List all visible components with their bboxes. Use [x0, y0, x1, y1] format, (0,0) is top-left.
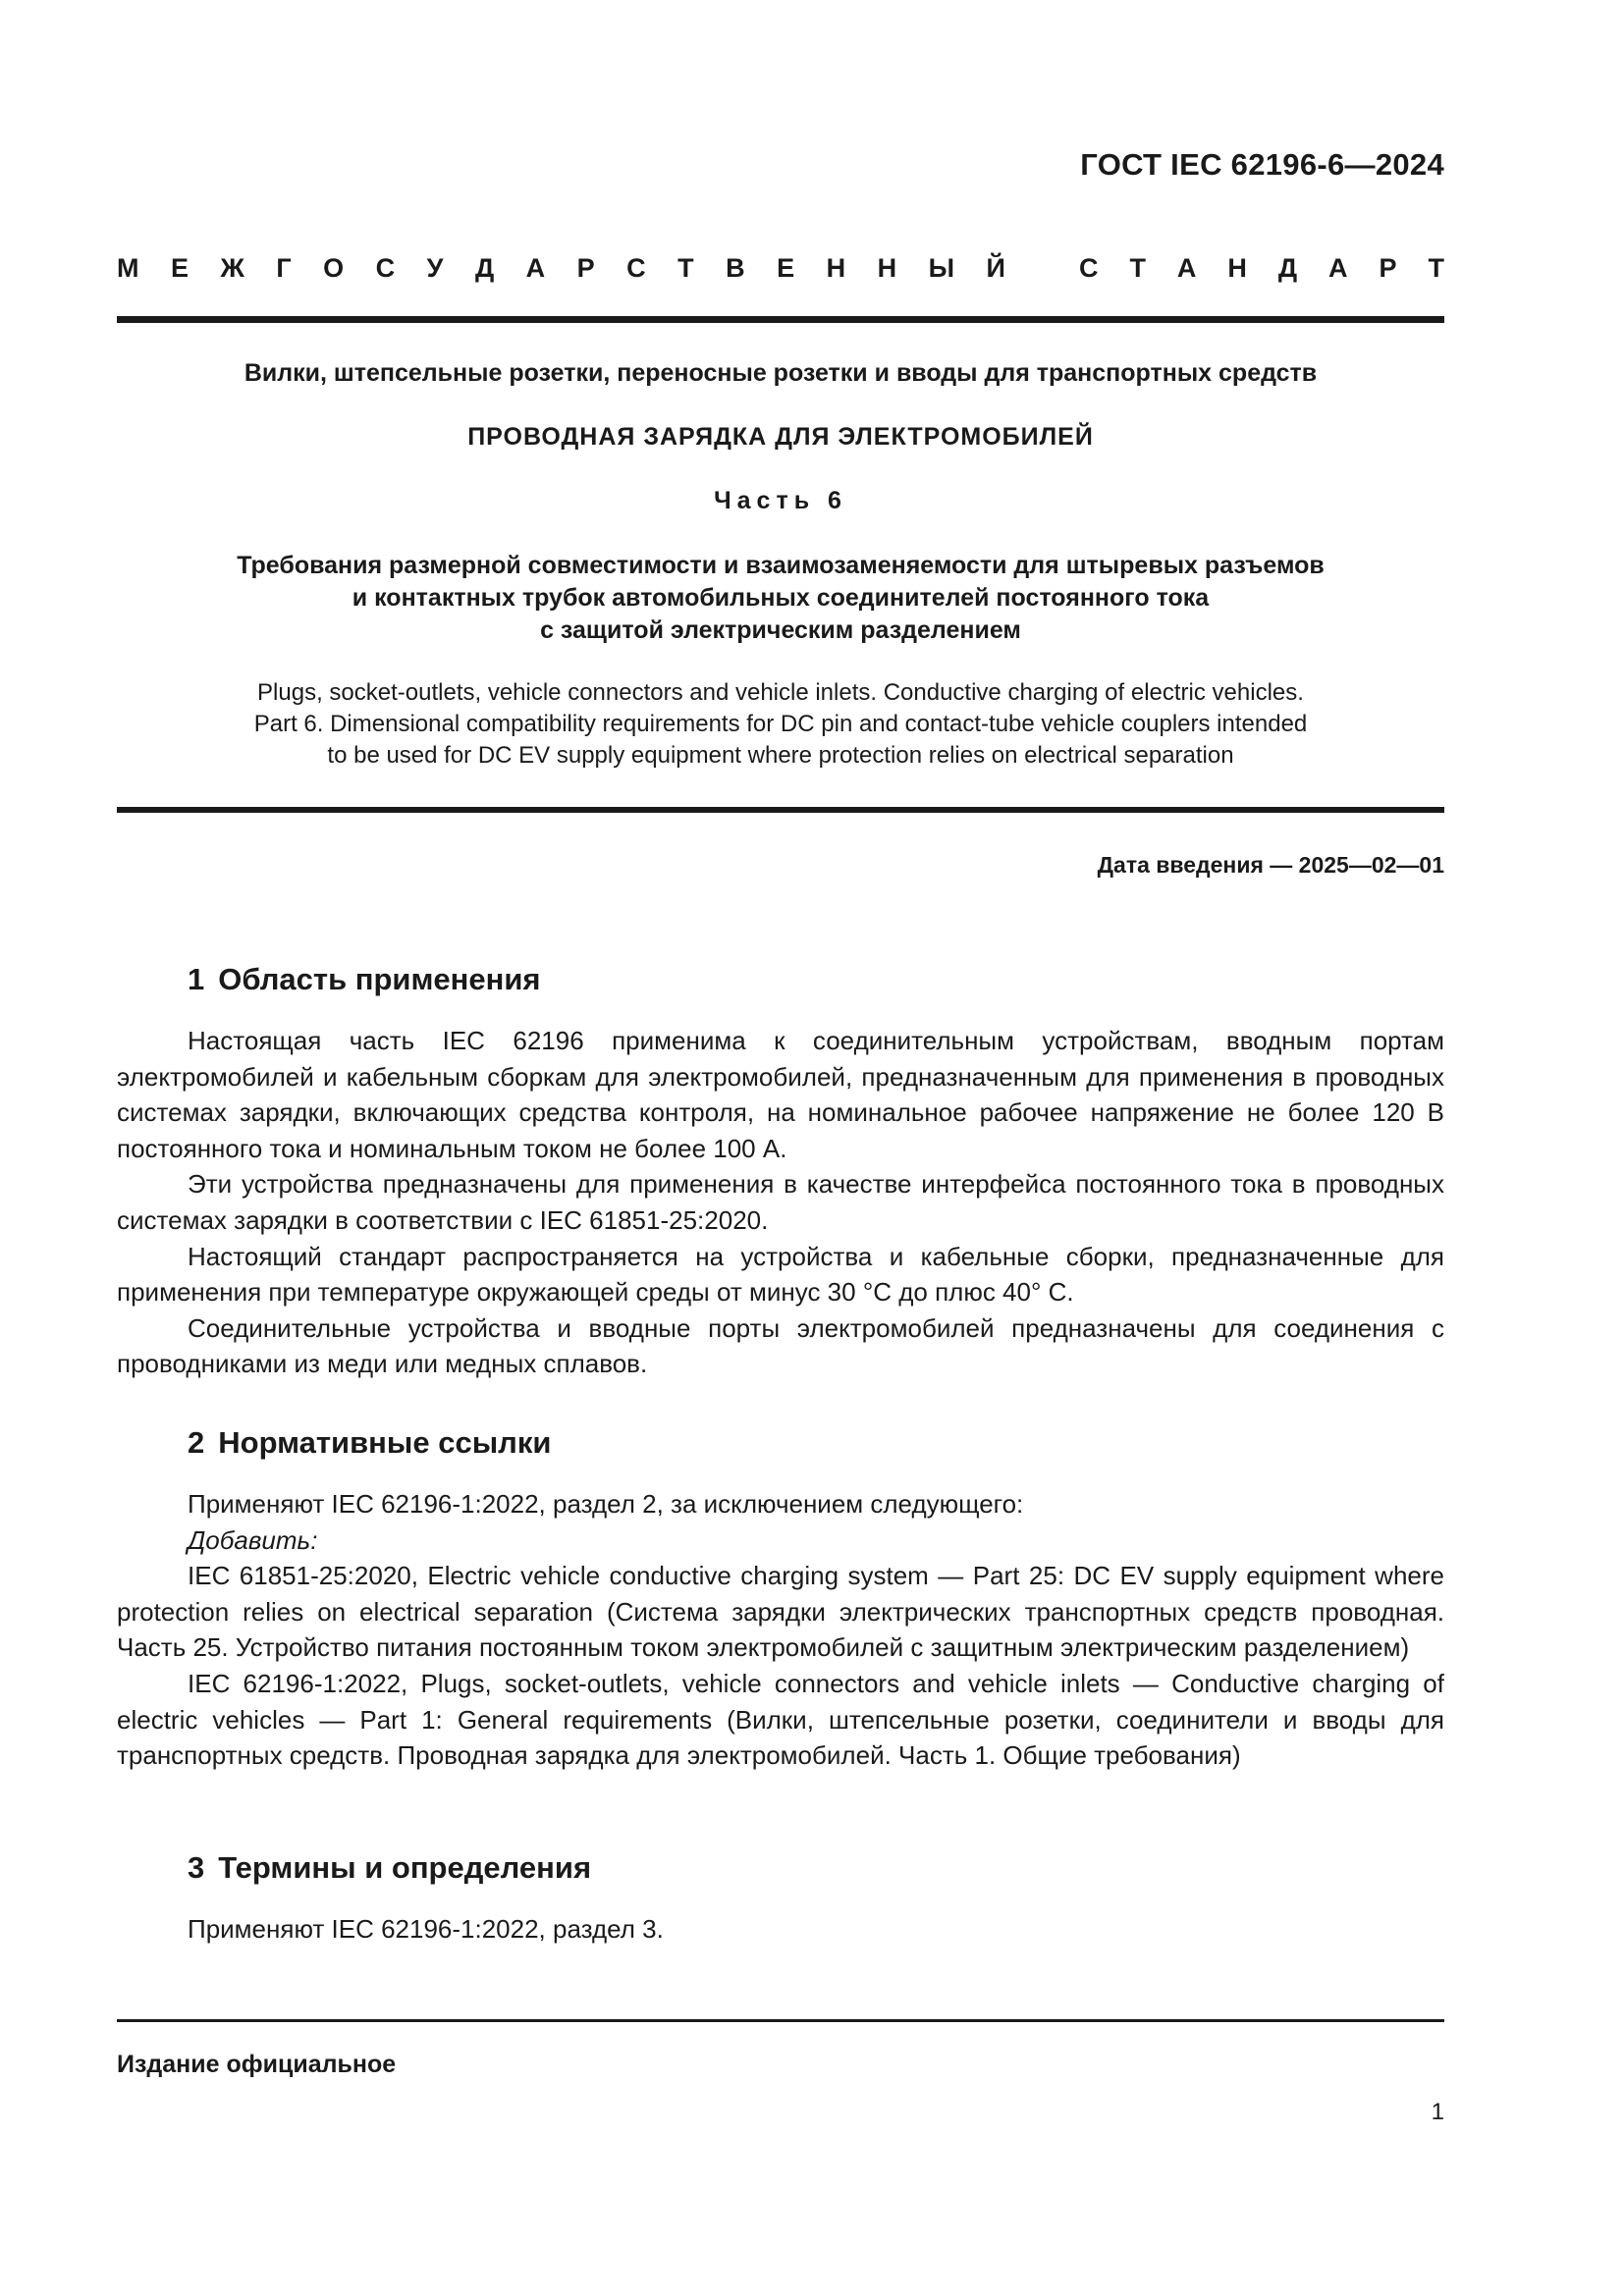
subtitle-line: с защитой электрическим разделением: [540, 616, 1021, 644]
letter: Т: [1428, 253, 1444, 283]
letter: Р: [576, 253, 595, 283]
letter: О: [323, 253, 345, 283]
letter: А: [1176, 253, 1197, 283]
section-heading: [188, 1425, 551, 1461]
title-general: Вилки, штепсельные розетки, переносные розетки и вводы для транспортных средств: [244, 359, 1318, 387]
introduction-date: Дата введения — 2025—02—01: [1097, 852, 1444, 878]
title-part: Часть 6: [714, 487, 847, 514]
letter: Ж: [220, 253, 244, 283]
standard-category: [117, 253, 1444, 284]
english-title-line: to be used for DC EV supply equipment where protection relies on electrical separation: [327, 742, 1234, 769]
section-number: 1: [188, 962, 205, 996]
letter: Н: [877, 253, 897, 283]
section-title: Область применения: [218, 962, 541, 996]
letter: Е: [777, 253, 795, 283]
document-page: [117, 0, 1444, 2296]
letter: Д: [474, 253, 495, 283]
section-title: Термины и определения: [218, 1850, 592, 1885]
paragraph: Соединительные устройства и вводные порты электромобилей предназначены для соединения с проводниками из меди или медных сплавов.: [117, 1312, 1444, 1379]
letter: С: [626, 253, 646, 283]
letter: Ы: [928, 253, 955, 283]
title-english: [117, 677, 1444, 772]
letter: Г: [276, 253, 292, 283]
letter: Н: [826, 253, 846, 283]
paragraph: Настоящий стандарт распространяется на устройства и кабельные сборки, предназначенные для применения при температуре окружающей среды от минус 30 °С до плюс 40° С.: [117, 1241, 1444, 1308]
paragraph: Применяют IEC 62196-1:2022, раздел 2, за исключением следующего:: [188, 1489, 1024, 1519]
category-word-standard: [1079, 253, 1444, 284]
letter: С: [375, 253, 396, 283]
english-title-line: Plugs, socket-outlets, vehicle connectors and vehicle inlets. Conductive charging of electric vehicles.: [257, 679, 1304, 706]
section-body: [117, 1486, 1444, 1774]
letter: Т: [1129, 253, 1146, 283]
section-heading: [188, 962, 541, 997]
section-heading: [188, 1850, 591, 1886]
footer-divider: [117, 2019, 1444, 2022]
subtitle-line: Требования размерной совместимости и взаимозаменяемости для штыревых разъемов: [237, 552, 1325, 579]
paragraph: Применяют IEC 62196-1:2022, раздел 3.: [188, 1914, 664, 1944]
letter: Т: [677, 253, 694, 283]
paragraph: Эти устройства предназначены для применения в качестве интерфейса постоянного тока в проводных системах зарядки в соответствии с IEC 61851-25:2020.: [117, 1169, 1444, 1235]
paragraph: Добавить:: [188, 1524, 318, 1555]
letter: М: [117, 253, 139, 283]
paragraph: Настоящая часть IEC 62196 применима к соединительным устройствам, вводным портам электромобилей и кабельным сборкам для электромобилей, предназначенным для применения в проводных системах зарядки, включающих средства контроля, на номинальное рабочее напряжение не более 120 В постоянного тока и номинальным током не более 100 А.: [117, 1026, 1444, 1163]
letter: У: [426, 253, 444, 283]
section-body: [117, 1023, 1444, 1382]
category-word-interstate: [117, 253, 1005, 284]
letter: Е: [170, 253, 189, 283]
letter: В: [726, 253, 745, 283]
section-number: 2: [188, 1425, 205, 1460]
section-title: Нормативные ссылки: [218, 1425, 552, 1460]
letter: Р: [1379, 253, 1397, 283]
english-title-line: Part 6. Dimensional compatibility requirements for DC pin and contact-tube vehicle couplers intended: [253, 711, 1308, 737]
letter: А: [525, 253, 546, 283]
section-number: 3: [188, 1850, 205, 1885]
letter: Й: [986, 253, 1005, 283]
paragraph: IEC 62196-1:2022, Plugs, socket-outlets, vehicle connectors and vehicle inlets — Conductive charging of electric vehicles — Part 1: General requirements (Вилки, штепсельные розетки, соединители и вводы для транспортных средств. Проводная зарядка для электромобилей. Часть 1. Общие требования): [117, 1668, 1444, 1771]
edition-label: Издание официальное: [117, 2051, 397, 2078]
title-main: ПРОВОДНАЯ ЗАРЯДКА ДЛЯ ЭЛЕКТРОМОБИЛЕЙ: [467, 423, 1094, 451]
letter: Д: [1277, 253, 1298, 283]
title-divider: [117, 807, 1444, 813]
letter: А: [1328, 253, 1348, 283]
standard-number: ГОСТ IEC 62196-6—2024: [1080, 147, 1444, 182]
subtitle-line: и контактных трубок автомобильных соединителей постоянного тока: [352, 584, 1210, 612]
section-body: [117, 1911, 1444, 1948]
header-divider: [117, 316, 1444, 323]
page-number: 1: [1431, 2099, 1444, 2125]
paragraph: IEC 61851-25:2020, Electric vehicle conductive charging system — Part 25: DC EV supply equipment where protection relies on electrical separation (Система зарядки электрических транспортных средств проводная. Часть 25. Устройство питания постоянным током электромобилей с защитным электрическим разделением): [117, 1561, 1444, 1663]
letter: Н: [1227, 253, 1247, 283]
letter: С: [1079, 253, 1099, 283]
title-subtitle: [117, 550, 1444, 647]
